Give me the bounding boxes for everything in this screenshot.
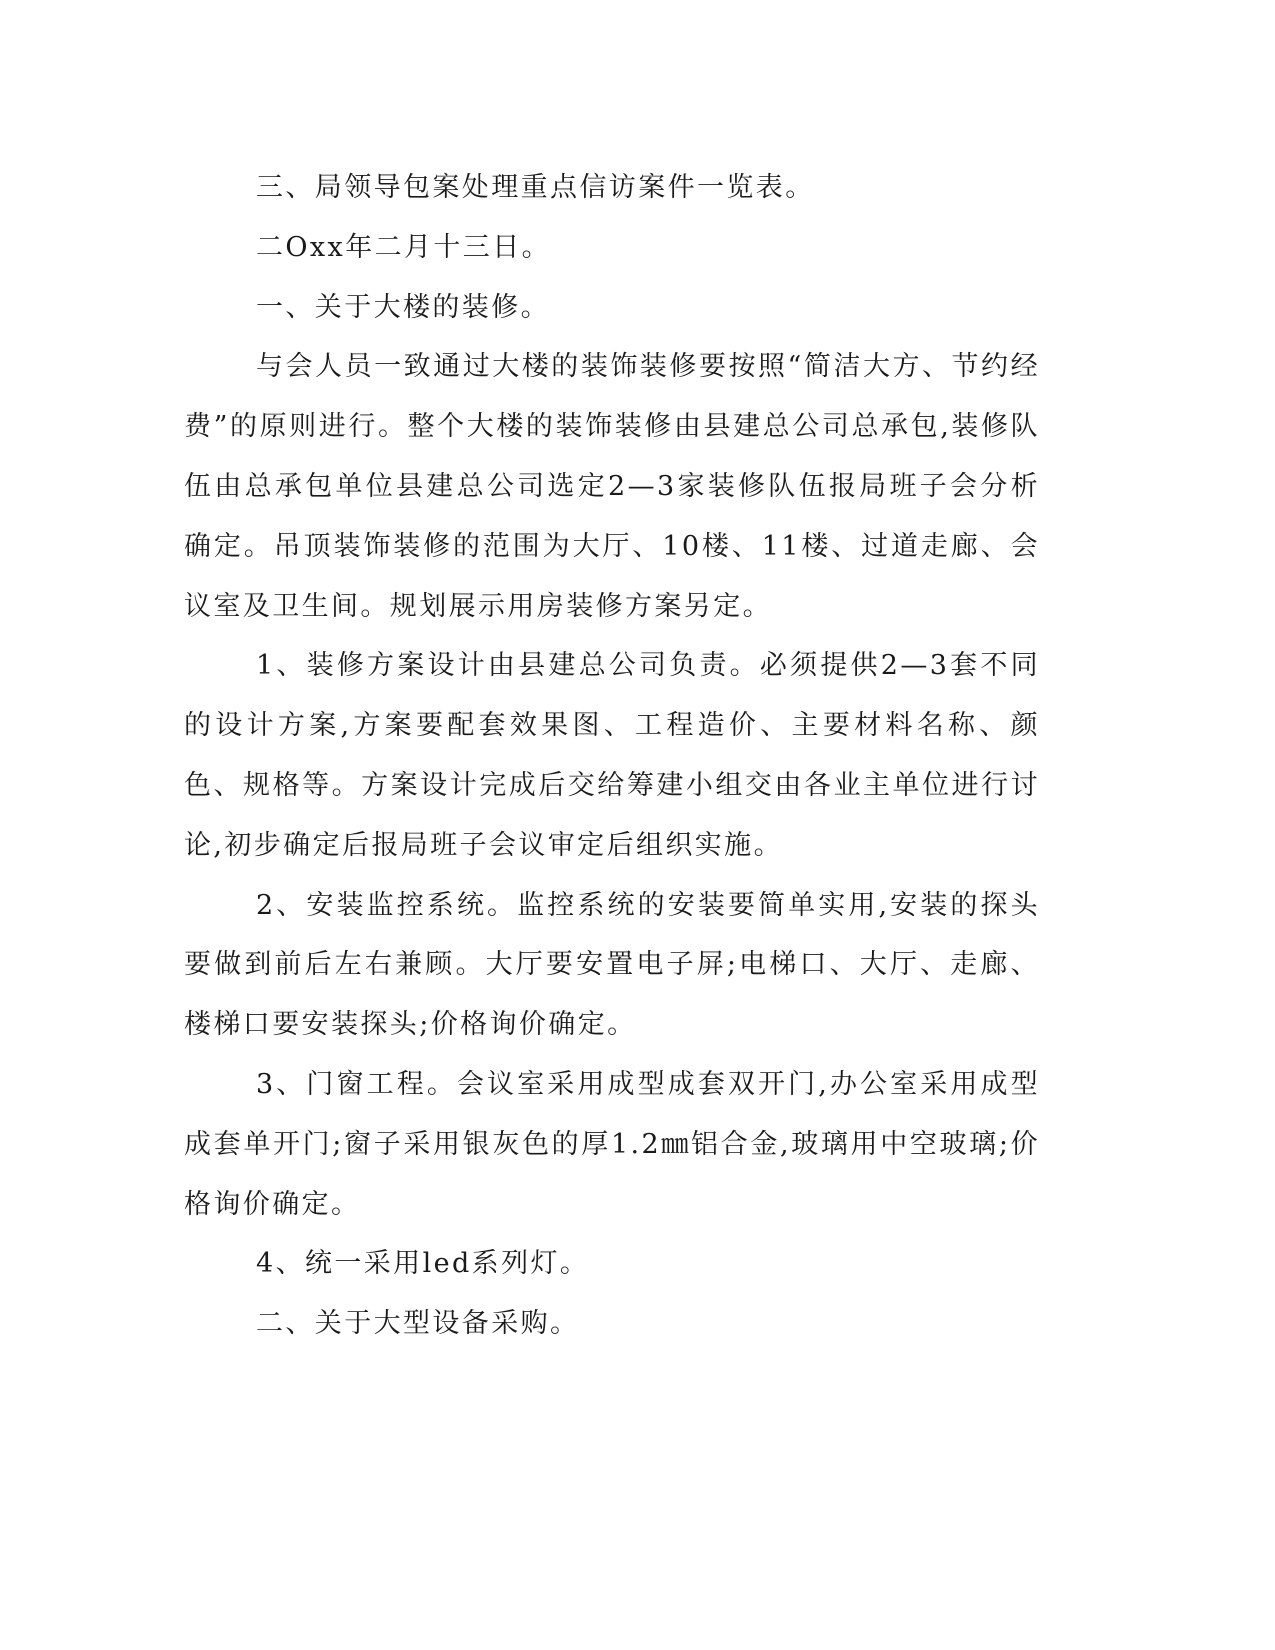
paragraph-renovation-principle: 与会人员一致通过大楼的装饰装修要按照“简洁大方、节约经费”的原则进行。整个大楼的装饰装修由县建总公司总承包,装修队伍由总承包单位县建总公司选定2—3家装修队伍报局班子会分析确定。吊顶装饰装修的范围为大厅、10楼、11楼、过道走廊、会议室及卫生间。规划展示用房装修方案另定。 xyxy=(184,351,1040,622)
item-monitoring-system: 2、安装监控系统。监控系统的安装要简单实用,安装的探头要做到前后左右兼顾。大厅要安置电子屏;电梯口、大厅、走廊、楼梯口要安装探头;价格询价确定。 xyxy=(184,889,1040,1041)
item-doors-windows: 3、门窗工程。会议室采用成型成套双开门,办公室采用成型成套单开门;窗子采用银灰色的厚1.2㎜铝合金,玻璃用中空玻璃;价格询价确定。 xyxy=(184,1068,1040,1220)
item-led-lighting: 4、统一采用led系列灯。 xyxy=(256,1248,590,1280)
section-heading-equipment: 二、关于大型设备采购。 xyxy=(256,1308,580,1340)
paragraph-attachment-list: 三、局领导包案处理重点信访案件一览表。 xyxy=(256,172,815,203)
item-design-plan: 1、装修方案设计由县建总公司负责。必须提供2—3套不同的设计方案,方案要配套效果图、工程造价、主要材料名称、颜色、规格等。方案设计完成后交给筹建小组交由各业主单位进行讨论,初步确定后报局班子会议审定后组织实施。 xyxy=(184,650,1040,861)
section-heading-renovation: 一、关于大楼的装修。 xyxy=(256,291,550,323)
paragraph-date: 二Oxx年二月十三日。 xyxy=(256,231,551,263)
document-body xyxy=(184,158,1040,1354)
